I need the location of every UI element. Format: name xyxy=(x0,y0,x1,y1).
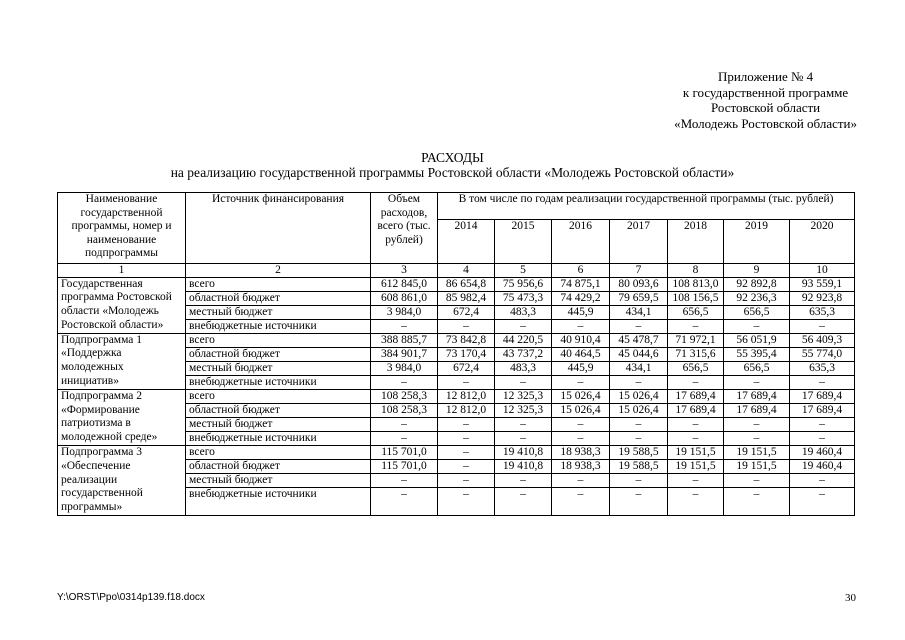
amount-cell: 17 689,4 xyxy=(668,389,724,403)
amount-cell: 71 315,6 xyxy=(668,347,724,361)
amount-cell: – xyxy=(371,319,438,333)
amount-cell: 19 151,5 xyxy=(724,460,790,474)
funding-source-cell: всего xyxy=(186,389,371,403)
header-year-cell: 2019 xyxy=(724,220,790,264)
funding-source-cell: областной бюджет xyxy=(186,460,371,474)
amount-cell: – xyxy=(438,417,495,431)
amount-cell: – xyxy=(724,319,790,333)
funding-source-cell: местный бюджет xyxy=(186,361,371,375)
amount-cell: 92 236,3 xyxy=(724,291,790,305)
amount-cell: 12 325,3 xyxy=(495,403,552,417)
amount-cell: – xyxy=(790,432,855,446)
amount-cell: – xyxy=(552,488,610,516)
amount-cell: 115 701,0 xyxy=(371,446,438,460)
appendix-line: «Молодежь Ростовской области» xyxy=(674,115,857,131)
amount-cell: 40 910,4 xyxy=(552,333,610,347)
amount-cell: 384 901,7 xyxy=(371,347,438,361)
amount-cell: – xyxy=(371,417,438,431)
file-path: Y:\ORST\Ppo\0314p139.f18.docx xyxy=(57,592,205,603)
amount-cell: – xyxy=(371,375,438,389)
amount-cell: 56 051,9 xyxy=(724,333,790,347)
column-number-cell: 3 xyxy=(371,264,438,278)
funding-source-cell: внебюджетные источники xyxy=(186,488,371,516)
column-number-cell: 1 xyxy=(58,264,186,278)
amount-cell: 15 026,4 xyxy=(610,389,668,403)
program-name-cell: Подпрограмма 3 «Обеспечение реализации государственной программы» xyxy=(58,446,186,516)
amount-cell: – xyxy=(438,474,495,488)
amount-cell: – xyxy=(495,432,552,446)
amount-cell: 635,3 xyxy=(790,305,855,319)
amount-cell: – xyxy=(790,488,855,516)
amount-cell: – xyxy=(438,375,495,389)
amount-cell: – xyxy=(495,319,552,333)
amount-cell: – xyxy=(438,446,495,460)
amount-cell: – xyxy=(790,474,855,488)
header-year-cell: 2015 xyxy=(495,220,552,264)
amount-cell: 12 325,3 xyxy=(495,389,552,403)
amount-cell: – xyxy=(371,474,438,488)
amount-cell: 656,5 xyxy=(724,305,790,319)
amount-cell: – xyxy=(610,474,668,488)
column-number-cell: 4 xyxy=(438,264,495,278)
amount-cell: 608 861,0 xyxy=(371,291,438,305)
amount-cell: 15 026,4 xyxy=(610,403,668,417)
amount-cell: 672,4 xyxy=(438,361,495,375)
amount-cell: 45 044,6 xyxy=(610,347,668,361)
amount-cell: 80 093,6 xyxy=(610,277,668,291)
amount-cell: – xyxy=(438,319,495,333)
column-number-cell: 8 xyxy=(668,264,724,278)
amount-cell: 18 938,3 xyxy=(552,460,610,474)
amount-cell: 56 409,3 xyxy=(790,333,855,347)
amount-cell: 15 026,4 xyxy=(552,403,610,417)
column-number-cell: 10 xyxy=(790,264,855,278)
header-year-cell: 2018 xyxy=(668,220,724,264)
amount-cell: – xyxy=(668,319,724,333)
amount-cell: 612 845,0 xyxy=(371,277,438,291)
amount-cell: 656,5 xyxy=(724,361,790,375)
table-row xyxy=(58,389,855,403)
amount-cell: 17 689,4 xyxy=(724,389,790,403)
amount-cell: 483,3 xyxy=(495,361,552,375)
header-total-cell: Объем расходов, всего (тыс. рублей) xyxy=(371,193,438,264)
amount-cell: 12 812,0 xyxy=(438,403,495,417)
funding-source-cell: внебюджетные источники xyxy=(186,375,371,389)
amount-cell: 656,5 xyxy=(668,305,724,319)
amount-cell: 3 984,0 xyxy=(371,305,438,319)
funding-source-cell: всего xyxy=(186,333,371,347)
amount-cell: 19 151,5 xyxy=(668,460,724,474)
appendix-line: Приложение № 4 xyxy=(717,69,814,84)
amount-cell: 79 659,5 xyxy=(610,291,668,305)
amount-cell: – xyxy=(610,432,668,446)
amount-cell: 86 654,8 xyxy=(438,277,495,291)
amount-cell: – xyxy=(724,432,790,446)
amount-cell: – xyxy=(438,432,495,446)
amount-cell: 17 689,4 xyxy=(668,403,724,417)
amount-cell: – xyxy=(790,319,855,333)
header-row xyxy=(58,193,855,220)
amount-cell: – xyxy=(668,488,724,516)
table-row xyxy=(58,333,855,347)
amount-cell: – xyxy=(552,474,610,488)
appendix-heading xyxy=(674,69,857,131)
funding-source-cell: областной бюджет xyxy=(186,403,371,417)
amount-cell: – xyxy=(552,432,610,446)
amount-cell: 656,5 xyxy=(668,361,724,375)
document-title xyxy=(0,150,905,180)
expenses-table xyxy=(57,192,855,516)
amount-cell: 434,1 xyxy=(610,361,668,375)
header-name-cell: Наименование государственной программы, номер и наименование подпрограммы xyxy=(58,193,186,264)
amount-cell: – xyxy=(668,432,724,446)
column-number-cell: 7 xyxy=(610,264,668,278)
amount-cell: 73 842,8 xyxy=(438,333,495,347)
amount-cell: 19 588,5 xyxy=(610,446,668,460)
amount-cell: – xyxy=(495,488,552,516)
amount-cell: – xyxy=(724,417,790,431)
amount-cell: 3 984,0 xyxy=(371,361,438,375)
funding-source-cell: местный бюджет xyxy=(186,417,371,431)
funding-source-cell: внебюджетные источники xyxy=(186,432,371,446)
amount-cell: 17 689,4 xyxy=(724,403,790,417)
amount-cell: 75 956,6 xyxy=(495,277,552,291)
funding-source-cell: всего xyxy=(186,446,371,460)
amount-cell: 445,9 xyxy=(552,361,610,375)
program-name-cell: Подпрограмма 2 «Формирование патриотизма в молодежной среде» xyxy=(58,389,186,445)
amount-cell: 75 473,3 xyxy=(495,291,552,305)
amount-cell: – xyxy=(790,375,855,389)
amount-cell: 19 410,8 xyxy=(495,460,552,474)
amount-cell: 483,3 xyxy=(495,305,552,319)
table-row xyxy=(58,446,855,460)
amount-cell: – xyxy=(668,417,724,431)
amount-cell: – xyxy=(610,488,668,516)
amount-cell: 115 701,0 xyxy=(371,460,438,474)
amount-cell: 108 156,5 xyxy=(668,291,724,305)
amount-cell: 108 813,0 xyxy=(668,277,724,291)
amount-cell: 55 774,0 xyxy=(790,347,855,361)
amount-cell: 17 689,4 xyxy=(790,403,855,417)
funding-source-cell: местный бюджет xyxy=(186,474,371,488)
header-year-cell: 2016 xyxy=(552,220,610,264)
amount-cell: 18 938,3 xyxy=(552,446,610,460)
header-year-cell: 2020 xyxy=(790,220,855,264)
header-year-cell: 2017 xyxy=(610,220,668,264)
amount-cell: 108 258,3 xyxy=(371,403,438,417)
amount-cell: 19 460,4 xyxy=(790,446,855,460)
amount-cell: 434,1 xyxy=(610,305,668,319)
table-row xyxy=(58,277,855,291)
amount-cell: – xyxy=(610,417,668,431)
amount-cell: 388 885,7 xyxy=(371,333,438,347)
header-source-cell: Источник финансирования xyxy=(186,193,371,264)
amount-cell: 74 875,1 xyxy=(552,277,610,291)
amount-cell: 108 258,3 xyxy=(371,389,438,403)
funding-source-cell: областной бюджет xyxy=(186,291,371,305)
header-years-group-cell: В том числе по годам реализации государственной программы (тыс. рублей) xyxy=(438,193,855,220)
amount-cell: – xyxy=(371,432,438,446)
amount-cell: – xyxy=(495,375,552,389)
amount-cell: – xyxy=(724,375,790,389)
amount-cell: 19 151,5 xyxy=(668,446,724,460)
amount-cell: – xyxy=(724,474,790,488)
funding-source-cell: внебюджетные источники xyxy=(186,319,371,333)
funding-source-cell: всего xyxy=(186,277,371,291)
amount-cell: 45 478,7 xyxy=(610,333,668,347)
program-name-cell: Государственная программа Ростовской области «Молодежь Ростовской области» xyxy=(58,277,186,333)
amount-cell: 71 972,1 xyxy=(668,333,724,347)
amount-cell: 19 460,4 xyxy=(790,460,855,474)
column-number-cell: 6 xyxy=(552,264,610,278)
amount-cell: – xyxy=(371,488,438,516)
amount-cell: 445,9 xyxy=(552,305,610,319)
amount-cell: – xyxy=(438,488,495,516)
amount-cell: 635,3 xyxy=(790,361,855,375)
title-line: РАСХОДЫ xyxy=(421,150,484,165)
amount-cell: – xyxy=(552,417,610,431)
amount-cell: 55 395,4 xyxy=(724,347,790,361)
amount-cell: – xyxy=(724,488,790,516)
amount-cell: 12 812,0 xyxy=(438,389,495,403)
amount-cell: 44 220,5 xyxy=(495,333,552,347)
amount-cell: 672,4 xyxy=(438,305,495,319)
amount-cell: 43 737,2 xyxy=(495,347,552,361)
amount-cell: – xyxy=(552,319,610,333)
amount-cell: 19 588,5 xyxy=(610,460,668,474)
amount-cell: 93 559,1 xyxy=(790,277,855,291)
program-name-cell: Подпрограмма 1 «Поддержка молодежных инициатив» xyxy=(58,333,186,389)
amount-cell: 74 429,2 xyxy=(552,291,610,305)
amount-cell: 85 982,4 xyxy=(438,291,495,305)
amount-cell: 17 689,4 xyxy=(790,389,855,403)
amount-cell: – xyxy=(790,417,855,431)
amount-cell: 15 026,4 xyxy=(552,389,610,403)
amount-cell: – xyxy=(495,474,552,488)
funding-source-cell: местный бюджет xyxy=(186,305,371,319)
column-numbers-row xyxy=(58,264,855,278)
appendix-line: к государственной программе xyxy=(682,84,849,100)
amount-cell: 92 923,8 xyxy=(790,291,855,305)
amount-cell: 92 892,8 xyxy=(724,277,790,291)
amount-cell: 19 151,5 xyxy=(724,446,790,460)
amount-cell: 19 410,8 xyxy=(495,446,552,460)
amount-cell: – xyxy=(610,375,668,389)
amount-cell: – xyxy=(668,474,724,488)
amount-cell: 73 170,4 xyxy=(438,347,495,361)
column-number-cell: 9 xyxy=(724,264,790,278)
funding-source-cell: областной бюджет xyxy=(186,347,371,361)
column-number-cell: 2 xyxy=(186,264,371,278)
appendix-line: Ростовской области xyxy=(710,100,821,115)
amount-cell: – xyxy=(552,375,610,389)
title-line: на реализацию государственной программы Ростовской области «Молодежь Ростовской области» xyxy=(170,165,735,180)
amount-cell: 40 464,5 xyxy=(552,347,610,361)
amount-cell: – xyxy=(438,460,495,474)
header-year-cell: 2014 xyxy=(438,220,495,264)
amount-cell: – xyxy=(668,375,724,389)
page-number: 30 xyxy=(845,592,856,604)
amount-cell: – xyxy=(495,417,552,431)
amount-cell: – xyxy=(610,319,668,333)
column-number-cell: 5 xyxy=(495,264,552,278)
